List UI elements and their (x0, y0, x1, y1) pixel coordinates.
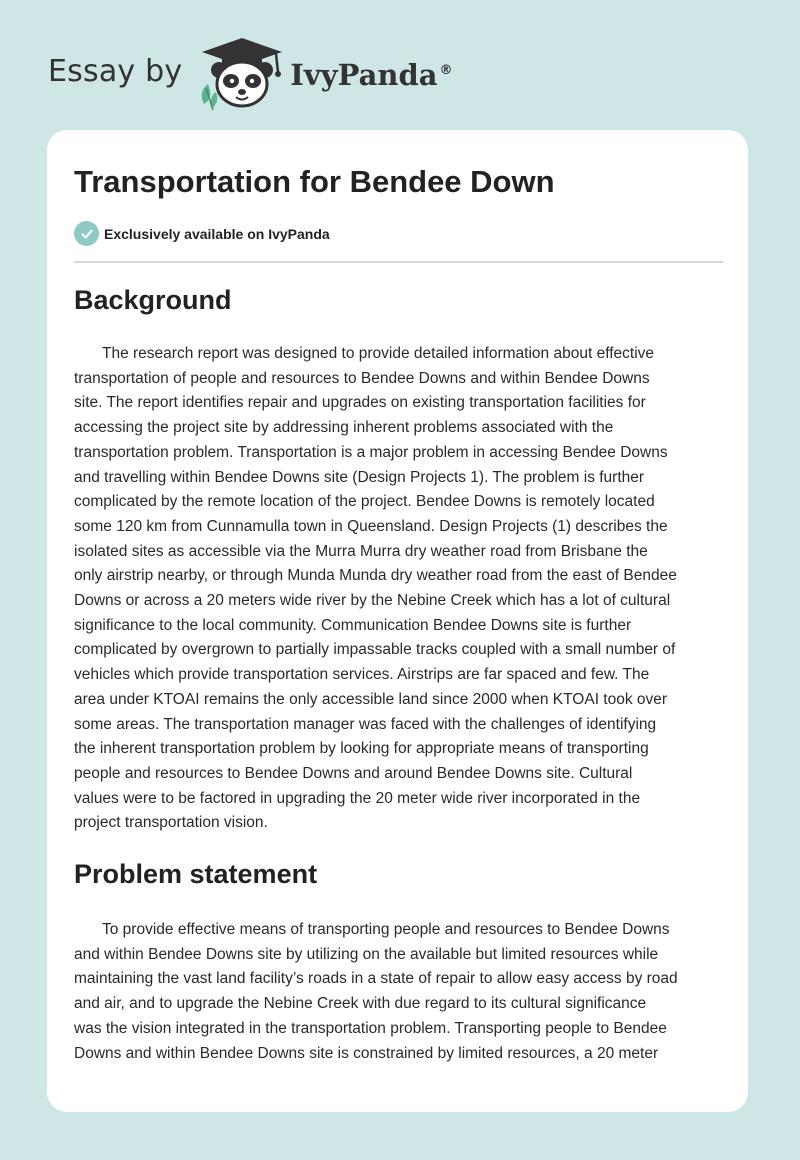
paragraph-line: transportation of people and resources to Bendee Downs and within Bendee Downs (74, 369, 650, 387)
paragraph-line: maintaining the vast land facility’s roads in a state of repair to allow easy access by road (74, 970, 678, 988)
essay-card (47, 130, 748, 1112)
paragraph-line: some areas. The transportation manager was faced with the challenges of identifying (74, 715, 657, 733)
check-icon (74, 221, 99, 246)
paragraph-line: area under KTOAI remains the only accessible land since 2000 when KTOAI took over (74, 690, 668, 708)
paragraph-line: significance to the local community. Communication Bendee Downs site is further (74, 616, 632, 634)
paragraph-line: transportation problem. Transportation is a major problem in accessing Bendee Downs (74, 443, 668, 461)
problem-statement-paragraph (74, 918, 723, 1066)
title-divider (74, 261, 723, 263)
brand-name-text: IvyPanda (290, 58, 438, 92)
essay-title: Transportation for Bendee Down (74, 164, 555, 199)
paragraph-line: values were to be factored in upgrading the 20 meter wide river incorporated in the (74, 789, 641, 807)
paragraph-line: only airstrip nearby, or through Munda Munda dry weather road from the east of Bendee (74, 567, 677, 585)
paragraph-line: The research report was designed to provide detailed information about effective (102, 345, 655, 362)
brand-prefix: Essay by (48, 53, 183, 89)
paragraph-line: To provide effective means of transporting people and resources to Bendee Downs (102, 921, 670, 938)
paragraph-line: was the vision integrated in the transportation problem. Transporting people to Bendee (74, 1019, 667, 1037)
paragraph-line: complicated by the remote location of the project. Bendee Downs is remotely located (74, 493, 655, 511)
brand-name (290, 58, 452, 92)
paragraph-line: Downs or across a 20 meters wide river by the Nebine Creek which has a lot of cultural (74, 592, 671, 610)
paragraph-line: complicated by overgrown to partially impassable tracks coupled with a small number of (74, 641, 676, 659)
paragraph-line: some 120 km from Cunnamulla town in Queensland. Design Projects (1) describes the (74, 517, 668, 535)
paragraph-line: site. The report identifies repair and upgrades on existing transportation facilities for (74, 394, 646, 412)
section-heading-problem-statement: Problem statement (74, 859, 318, 889)
paragraph-line: and within Bendee Downs site by utilizing on the available but limited resources while (74, 945, 659, 963)
brand-header[interactable] (48, 36, 453, 112)
paragraph-line: vehicles which provide transportation services. Airstrips are far spaced and few. The (74, 666, 650, 684)
paragraph-line: and travelling within Bendee Downs site (Design Projects 1). The problem is further (74, 468, 645, 486)
paragraph-line: Downs and within Bendee Downs site is constrained by limited resources, a 20 meter (74, 1044, 659, 1062)
paragraph-line: project transportation vision. (74, 814, 268, 832)
exclusive-badge (74, 221, 330, 246)
panda-logo-icon (196, 36, 288, 112)
paragraph-line: and air, and to upgrade the Nebine Creek with due regard to its cultural significance (74, 995, 647, 1013)
registered-mark: ® (439, 63, 453, 79)
paragraph-line: accessing the project site by addressing inherent problems associated with the (74, 419, 614, 437)
background-paragraph (74, 342, 723, 836)
paragraph-line: the inherent transportation problem by looking for appropriate means of transporting (74, 740, 649, 758)
paragraph-line: isolated sites as accessible via the Murra Murra dry weather road from Brisbane the (74, 542, 648, 560)
paragraph-line: people and resources to Bendee Downs and around Bendee Downs site. Cultural (74, 764, 633, 782)
section-heading-background: Background (74, 285, 232, 315)
exclusive-badge-text: Exclusively available on IvyPanda (104, 225, 330, 242)
